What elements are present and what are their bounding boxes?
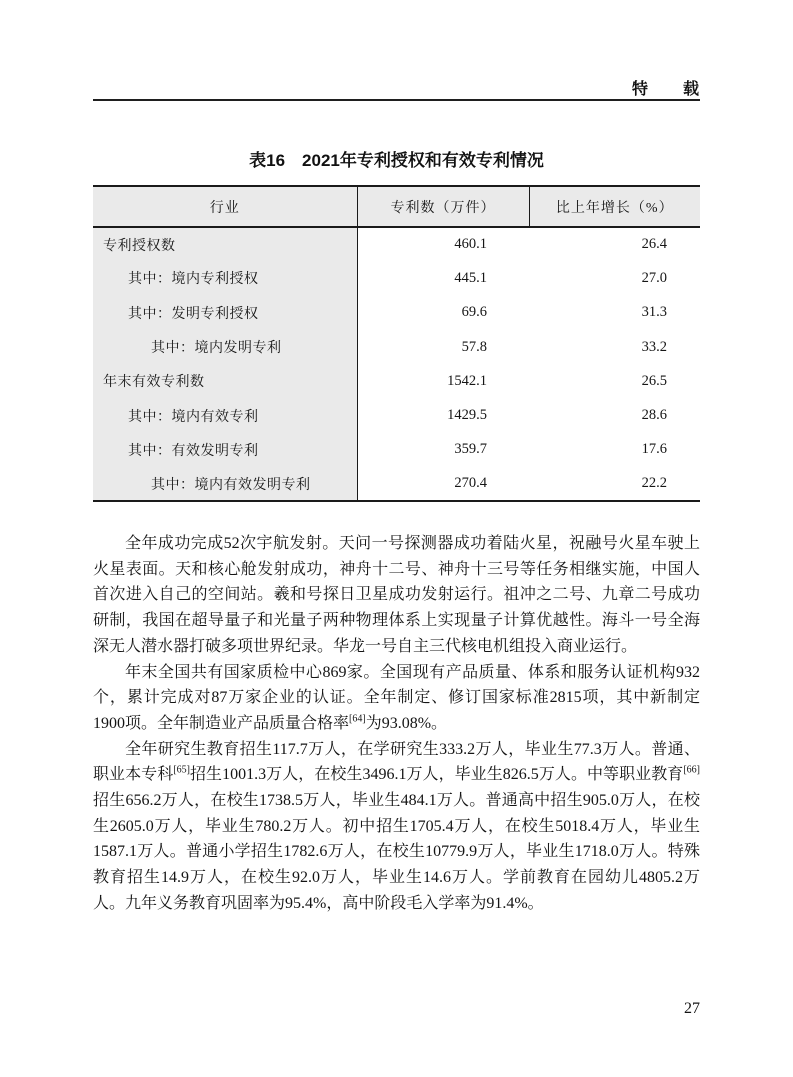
table-header-row [93, 186, 700, 227]
table-body [93, 227, 700, 501]
row-patents: 359.7 [454, 441, 487, 458]
table-header [93, 186, 700, 227]
row-patents: 445.1 [454, 269, 487, 286]
row-growth: 33.2 [641, 338, 667, 355]
column-header-industry: 行业 [93, 186, 357, 227]
body-text [93, 531, 700, 917]
running-head: 特 载 [631, 81, 700, 98]
paragraph-text: 招生1001.3万人，在校生3496.1万人，毕业生826.5万人。中等职业教育 [189, 766, 684, 784]
table-row [93, 330, 700, 364]
table-row [93, 467, 700, 501]
table-row [93, 398, 700, 432]
patent-table [93, 185, 700, 502]
row-growth: 27.0 [641, 269, 667, 286]
footnote-ref-64: [64] [349, 713, 366, 725]
row-label: 其中：境内发明专利 [93, 330, 357, 364]
row-growth: 26.5 [641, 372, 667, 389]
column-header-patents: 专利数（万件） [357, 186, 529, 227]
table-row [93, 296, 700, 330]
row-label: 年末有效专利数 [93, 364, 357, 398]
column-header-growth: 比上年增长（%） [529, 186, 700, 227]
row-label: 其中：发明专利授权 [93, 296, 357, 330]
row-growth: 22.2 [641, 475, 667, 492]
row-label: 其中：境内专利授权 [93, 261, 357, 295]
paragraph-education-stats [93, 737, 700, 917]
row-patents: 1542.1 [447, 372, 487, 389]
paragraph-text: 为93.08%。 [365, 714, 448, 732]
row-growth: 28.6 [641, 407, 667, 424]
paragraph-text: 年末全国共有国家质检中心869家。全国现有产品质量、体系和服务认证机构932个，累计完成对87万家企业的认证。全年制定、修订国家标准2815项，其中新制定1900项。全年制造业产品质量合格率 [93, 663, 700, 732]
table-row [93, 433, 700, 467]
paragraph-space-achievements [93, 531, 700, 660]
row-growth: 26.4 [641, 236, 667, 253]
table-row [93, 261, 700, 295]
table-row [93, 227, 700, 261]
row-patents: 69.6 [461, 304, 487, 321]
table-title: 表16 2021年专利授权和有效专利情况 [249, 151, 544, 170]
row-growth: 17.6 [641, 441, 667, 458]
row-label: 专利授权数 [93, 227, 357, 261]
row-patents: 1429.5 [447, 407, 487, 424]
row-patents: 270.4 [454, 475, 487, 492]
row-label: 其中：有效发明专利 [93, 433, 357, 467]
row-label: 其中：境内有效发明专利 [93, 467, 357, 501]
paragraph-quality-standards [93, 660, 700, 737]
row-patents: 57.8 [461, 338, 487, 355]
row-patents: 460.1 [454, 236, 487, 253]
patent-table-grid [93, 185, 700, 502]
footnote-ref-66: [66] [683, 765, 700, 776]
paragraph-text: 招生656.2万人，在校生1738.5万人，毕业生484.1万人。普通高中招生905.0万人，在校生2605.0万人，毕业生780.2万人。初中招生1705.4万人，在校生5018.4万人，毕业生1587.1万人。普通小学招生1782.6万人，在校生10779.9万人，毕业生1718.0万人。特殊教育招生14.9万人，在校生92.0万人，毕业生14.6万人。学前教育在园幼儿4805.2万人。九年义务教育巩固率为95.4%，高中阶段毛入学率为91.4%。 [93, 792, 700, 912]
row-label: 其中：境内有效专利 [93, 398, 357, 432]
footnote-ref-65: [65] [173, 765, 190, 776]
table-row [93, 364, 700, 398]
paragraph-text: 全年成功完成52次宇航发射。天问一号探测器成功着陆火星，祝融号火星车驶上火星表面。天和核心舱发射成功，神舟十二号、神舟十三号等任务相继实施，中国人首次进入自己的空间站。羲和号探日卫星成功发射运行。祖冲之二号、九章二号成功研制，我国在超导量子和光量子两种物理体系上实现量子计算优越性。海斗一号全海深无人潜水器打破多项世界纪录。华龙一号自主三代核电机组投入商业运行。 [93, 535, 700, 655]
paragraph-text: 全年研究生教育招生117.7万人，在学研究生333.2万人，毕业生77.3万人。普通、职业本专科 [93, 740, 700, 784]
header-rule [93, 99, 700, 101]
row-growth: 31.3 [641, 304, 667, 321]
page-number: 27 [684, 1000, 700, 1017]
